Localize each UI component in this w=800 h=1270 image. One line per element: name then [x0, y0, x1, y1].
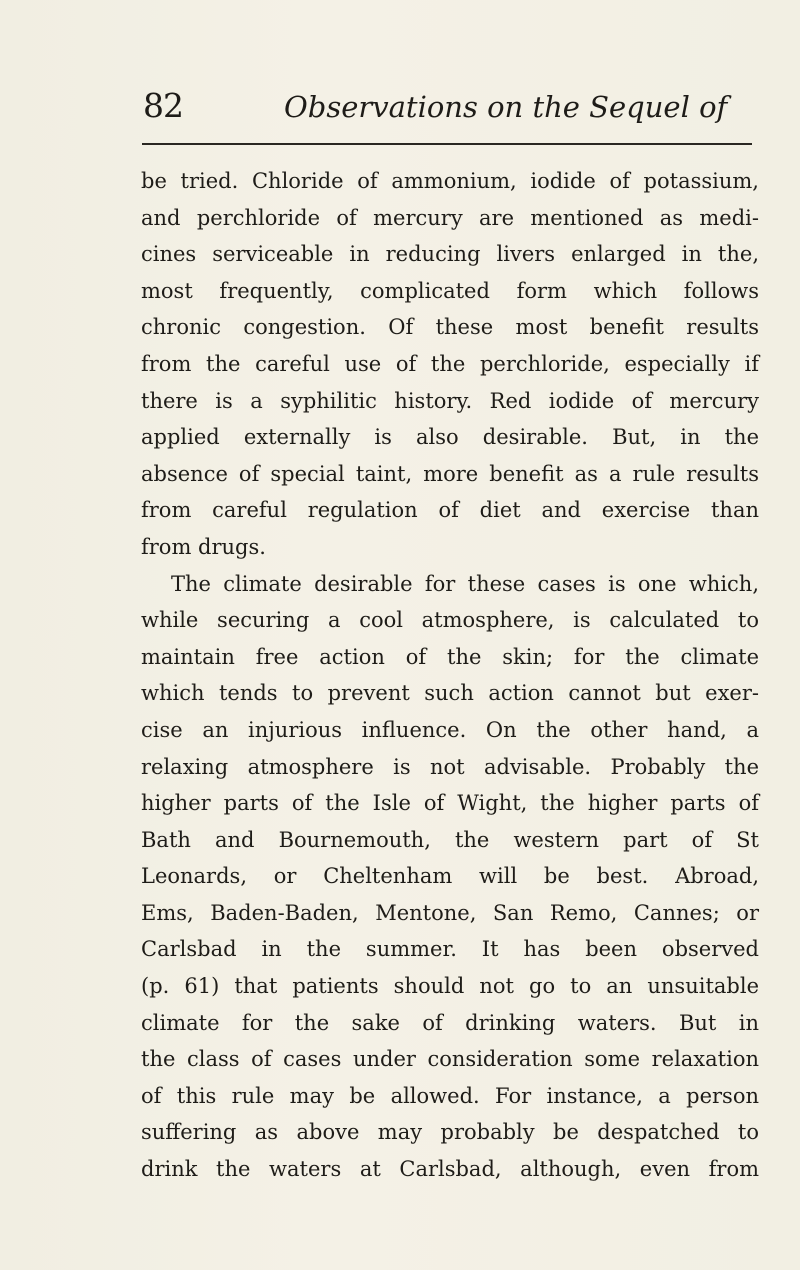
text-line: absence of special taint, more benefit as a rule results	[141, 461, 759, 486]
header-rule	[142, 143, 752, 145]
text-line: (p. 61) that patients should not go to an unsuitable	[141, 974, 759, 999]
text-line: and perchloride of mercury are mentioned as medi-	[141, 205, 759, 230]
running-head-title: Observations on the Sequel of	[284, 90, 728, 124]
text-line: relaxing atmosphere is not advisable. Probably the	[141, 754, 759, 779]
text-line: drink the waters at Carlsbad, although, even from	[141, 1157, 759, 1182]
text-line: Carlsbad in the summer. It has been observed	[141, 937, 759, 962]
text-line: climate for the sake of drinking waters. But in	[141, 1010, 759, 1035]
text-line: of this rule may be allowed. For instance, a person	[141, 1083, 759, 1108]
page-number: 82	[143, 86, 183, 125]
text-line: Ems, Baden-Baden, Mentone, San Remo, Cannes; or	[141, 900, 759, 925]
text-line: maintain free action of the skin; for the climate	[141, 644, 759, 669]
text-line: while securing a cool atmosphere, is calculated to	[141, 608, 759, 633]
text-line: cines serviceable in reducing livers enlarged in the,	[141, 242, 759, 267]
text-line: there is a syphilitic history. Red iodide of mercury	[141, 388, 759, 413]
text-line: Leonards, or Cheltenham will be best. Abroad,	[141, 864, 759, 889]
text-line: be tried. Chloride of ammonium, iodide of potassium,	[141, 169, 759, 193]
body-text	[141, 163, 759, 1188]
text-line: from careful regulation of diet and exercise than	[141, 498, 759, 523]
text-line: which tends to prevent such action cannot but exer-	[141, 681, 759, 706]
text-line: most frequently, complicated form which follows	[141, 278, 759, 303]
text-line: The climate desirable for these cases is one which,	[171, 571, 759, 596]
text-line: the class of cases under consideration some relaxation	[141, 1047, 759, 1072]
text-line: higher parts of the Isle of Wight, the higher parts of	[141, 791, 759, 816]
text-line: cise an injurious influence. On the other hand, a	[141, 717, 759, 742]
text-line: Bath and Bournemouth, the western part of St	[141, 827, 759, 852]
text-line: applied externally is also desirable. But, in the	[141, 425, 759, 450]
text-line: chronic congestion. Of these most benefit results	[141, 315, 759, 340]
text-line: from drugs.	[141, 534, 266, 559]
text-line: from the careful use of the perchloride, especially if	[141, 351, 759, 376]
text-line: suffering as above may probably be despatched to	[141, 1120, 759, 1145]
